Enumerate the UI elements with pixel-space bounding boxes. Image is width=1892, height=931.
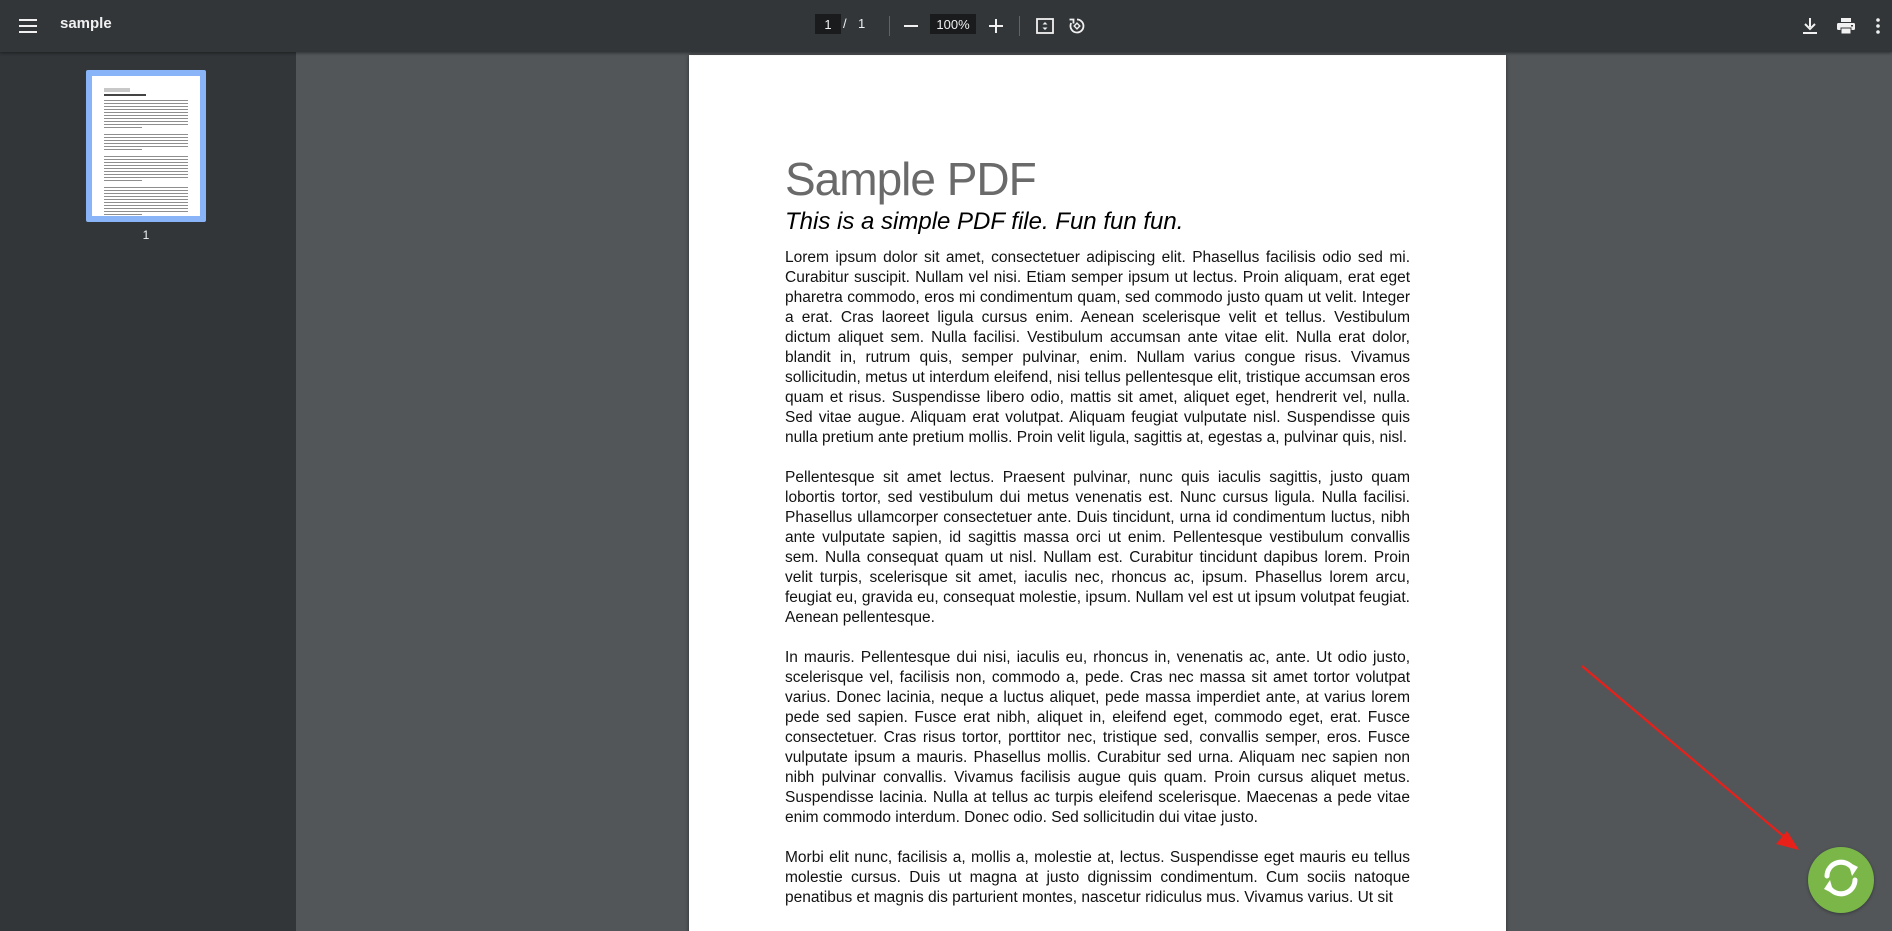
print-button[interactable] [1830,10,1862,42]
document-subtitle: This is a simple PDF file. Fun fun fun. [785,208,1184,235]
rotate-button[interactable] [1061,10,1093,42]
fit-to-page-icon [1036,18,1054,34]
zoom-level-input[interactable] [930,14,976,34]
document-paragraph: In mauris. Pellentesque dui nisi, iaculis eu, rhoncus in, venenatis ac, ante. Ut odio justo, scelerisque vel, facilisis non, commodo a, pede. Cras nec massa sit amet tortor volutpat varius. Donec lacinia, neque a luctus aliquet, pede massa imperdiet ante, at varius lorem pede sed sapien. Fusce erat nibh, aliquet in, eleifend eget, commodo eget, erat. Fusce consectetuer. Cras risus tortor, porttitor nec, tristique sed, convallis semper, eros. Fusce vulputate ipsum a mauris. Phasellus mollis. Curabitur sed urna. Aliquam nec sapien non nibh pulvinar convallis. Vivamus facilisis augue quis quam. Proin cursus aliquet metus. Suspendisse lacinia. Nulla at tellus ac turpis eleifend scelerisque. Maecenas a pede vitae enim commodo interdum. Donec odio. Sed sollicitudin dui vitae justo. [785,649,1410,826]
zoom-out-button[interactable] [895,10,927,42]
thumbnail-sidebar [0,52,296,931]
zoom-in-icon [989,19,1003,33]
menu-icon [19,19,37,33]
fit-to-page-button[interactable] [1029,10,1061,42]
page-separator: / [843,16,847,31]
zoom-out-icon [904,19,918,33]
toolbar-divider [1019,16,1020,36]
print-icon [1837,18,1855,34]
page-thumbnail[interactable] [86,70,206,222]
thumbnail-page-number: 1 [142,228,150,242]
toolbar-divider [889,16,890,36]
page-number-input[interactable] [815,14,841,34]
refresh-icon [1817,854,1865,907]
rotate-icon [1068,17,1086,35]
pdf-toolbar [0,0,1892,52]
document-viewer[interactable] [296,52,1892,931]
document-heading: Sample PDF [785,153,1036,205]
more-vert-icon [1876,18,1880,34]
menu-button[interactable] [12,10,44,42]
thumbnail-page-preview [92,76,200,216]
document-paragraph: Lorem ipsum dolor sit amet, consectetuer adipiscing elit. Phasellus facilisis odio sed mi. Curabitur suscipit. Nullam vel nisi. Etiam semper ipsum ut lectus. Proin aliquam, erat eget pharetra commodo, eros mi condimentum quam, sed commodo justo quam ut velit. Integer a erat. Cras laoreet ligula cursus enim. Aenean scelerisque velit et tellus. Vestibulum dictum aliquet sem. Nulla facilisi. Vestibulum accumsan ante vitae elit. Nulla erat dolor, blandit in, rutrum quis, semper pulvinar, enim. Nullam varius congue risus. Vivamus sollicitudin, metus ut interdum eleifend, nisi tellus pellentesque elit, tristique accumsan eros quam et risus. Suspendisse libero odio, mattis sit amet, aliquet eget, hendrerit vel, nulla. Sed vitae augue. Aliquam erat volutpat. Aliquam feugiat vulputate nisl. Suspendisse quis nulla pretium ante pretium mollis. Proin velit ligula, sagittis at, egestas a, pulvinar quis, nisl. [785,249,1410,446]
page-total: 1 [858,16,866,31]
pdf-page [689,55,1506,931]
document-paragraph: Morbi elit nunc, facilisis a, mollis a, molestie at, lectus. Suspendisse eget mauris eu tellus molestie cursus. Duis ut magna at justo dignissim condimentum. Cum sociis natoque penatibus et magnis dis parturient montes, nascetur ridiculus mus. Vivamus varius. Ut sit [785,849,1410,906]
document-title: sample [60,15,112,32]
more-options-button[interactable] [1866,10,1890,42]
zoom-in-button[interactable] [980,10,1012,42]
download-icon [1803,18,1817,34]
document-paragraph: Pellentesque sit amet lectus. Praesent pulvinar, nunc quis iaculis sagittis, justo quam lobortis tortor, sed vestibulum dui metus venenatis est. Nunc cursus ligula. Nulla facilisi. Phasellus ullamcorper consectetuer ante. Duis tincidunt, urna id condimentum luctus, nibh ante vulputate sapien, id sagittis massa orci ut enim. Pellentesque vestibulum convallis sem. Nulla consequat quam ut nisl. Nullam est. Curabitur tincidunt dapibus lorem. Proin velit turpis, scelerisque sit amet, iaculis nec, rhoncus ac, ipsum. Phasellus lorem arcu, feugiat eu, gravida eu, consequat molestie, ipsum. Nullam vel est ut ipsum volutpat feugiat. Aenean pellentesque. [785,469,1410,626]
download-button[interactable] [1794,10,1826,42]
refresh-button[interactable] [1808,847,1874,913]
